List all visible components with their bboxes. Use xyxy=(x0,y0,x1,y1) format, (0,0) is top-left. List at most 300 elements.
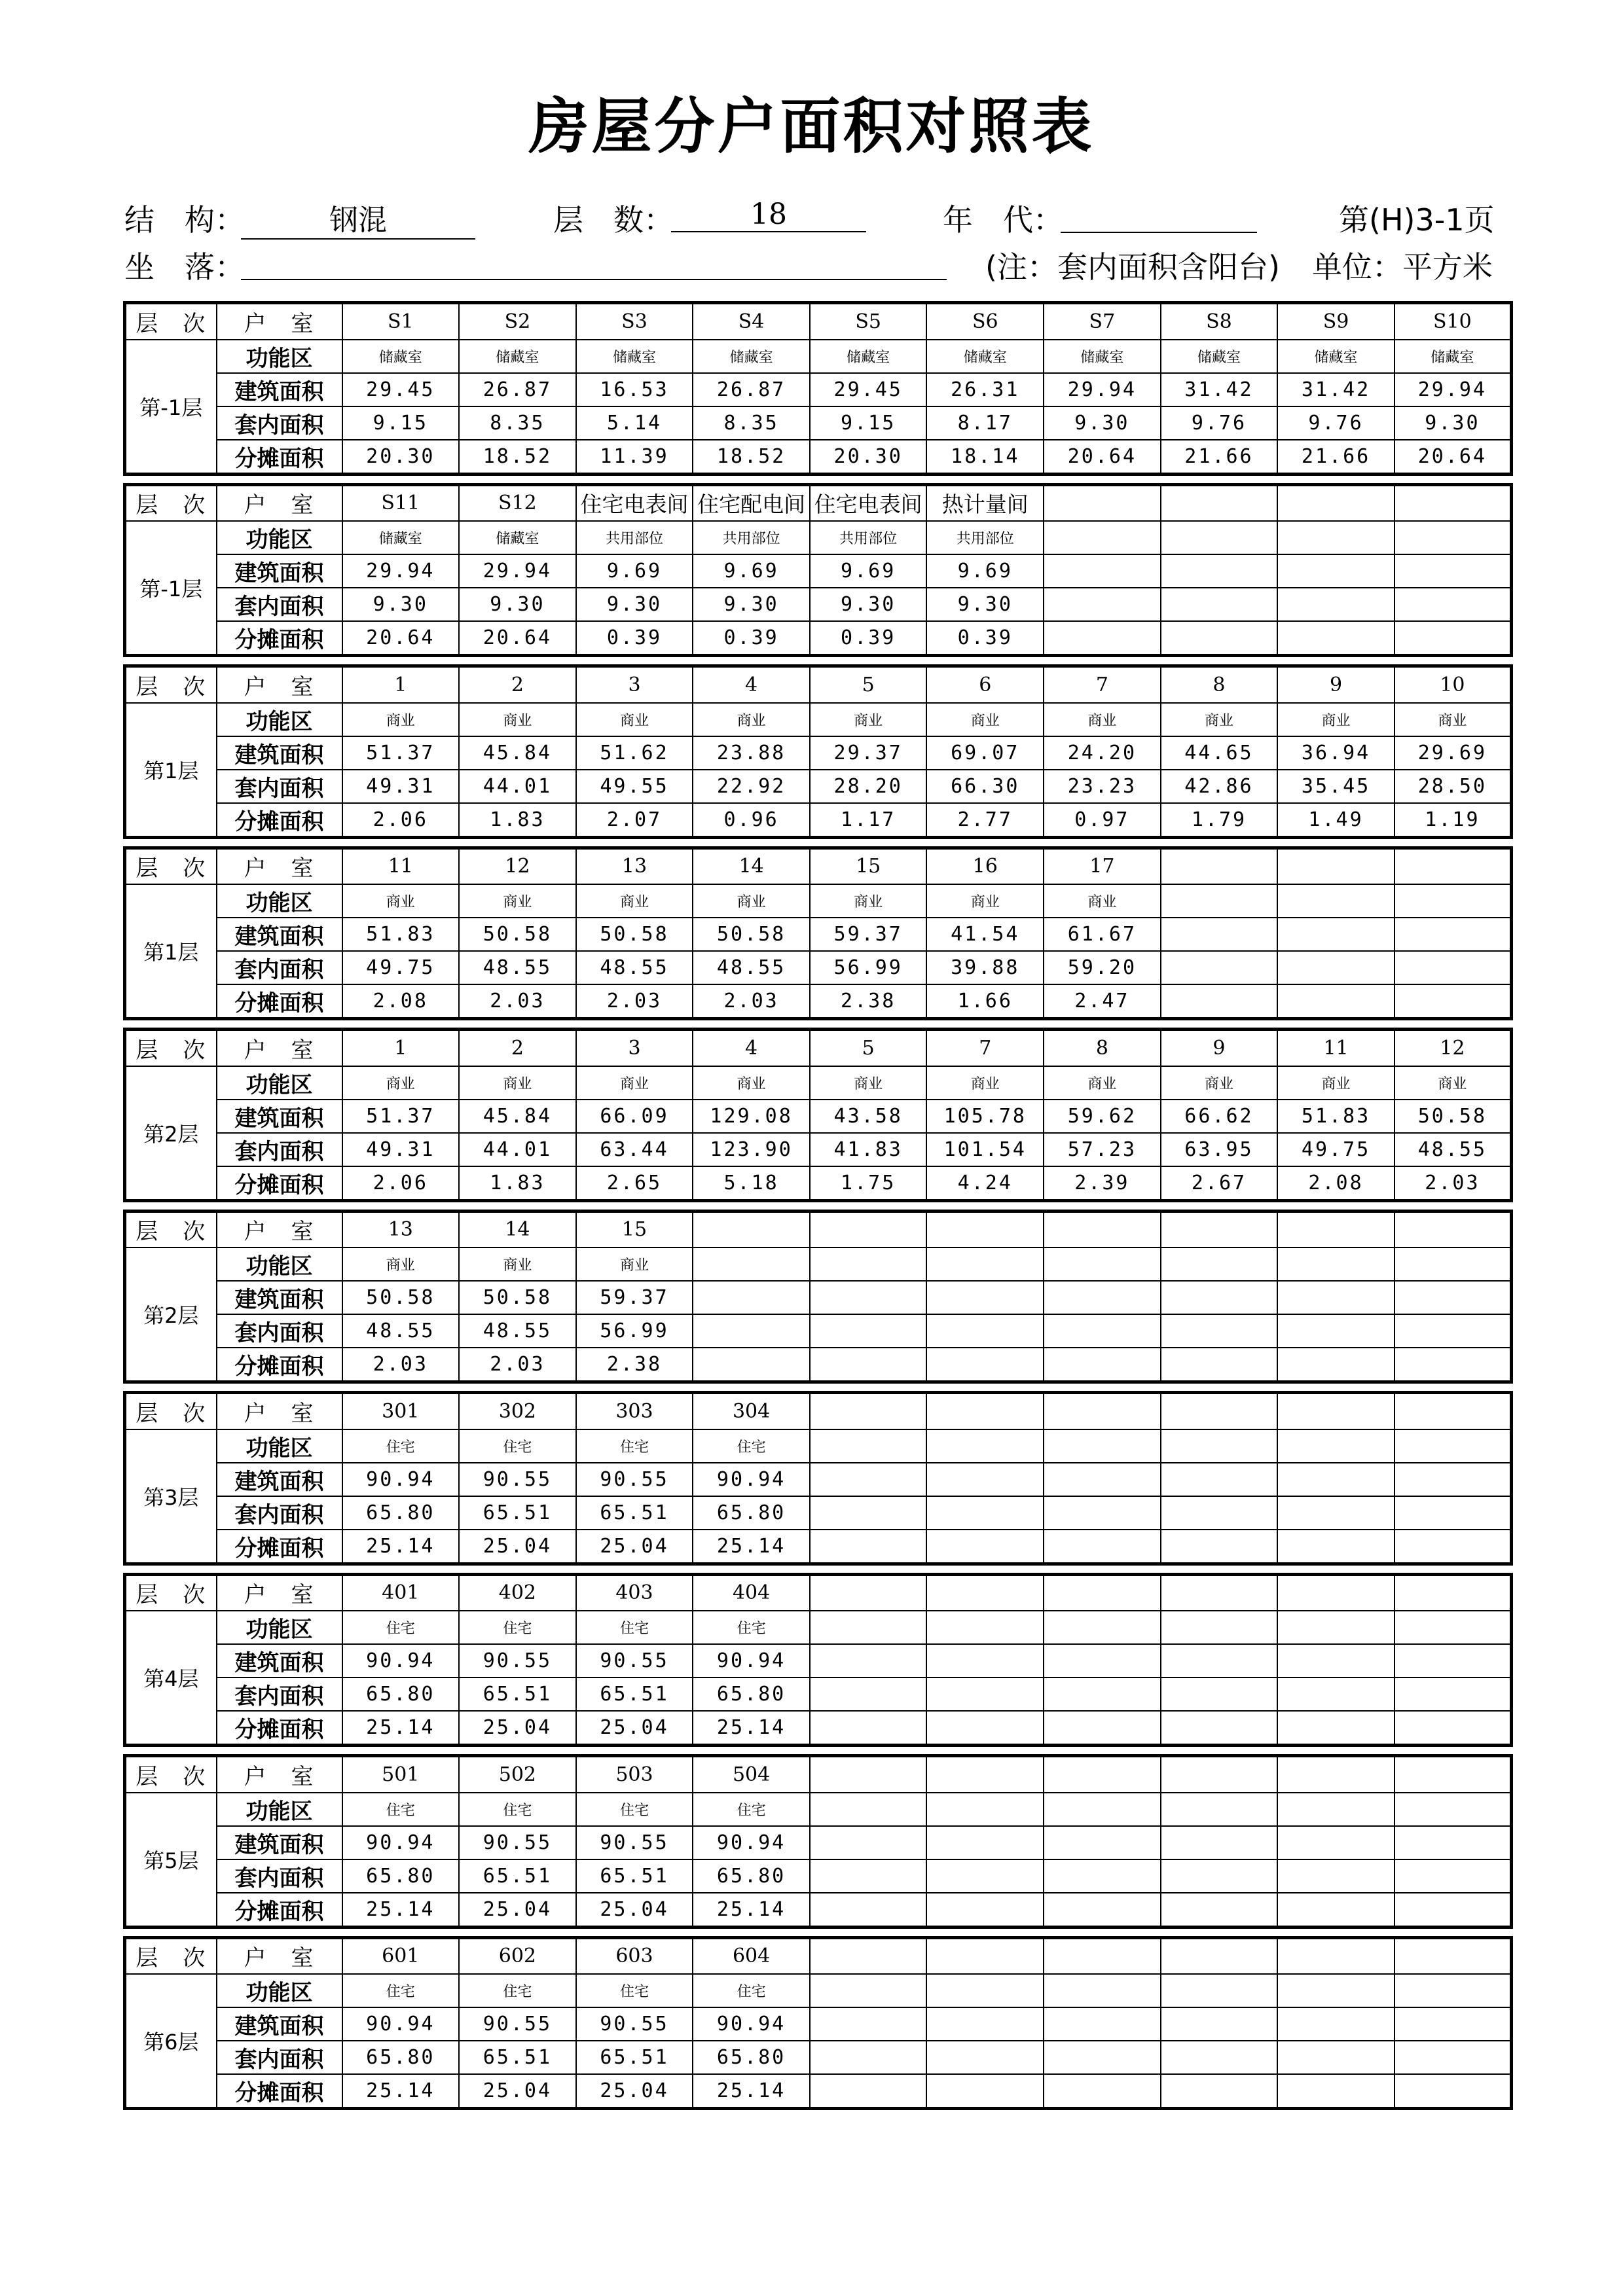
built-area-cell: 51.83 xyxy=(1277,1100,1395,1133)
shared-area-cell: 21.66 xyxy=(1277,440,1395,475)
room-number: 1 xyxy=(342,1030,460,1066)
inner-area-cell: 9.30 xyxy=(693,588,810,621)
function-cell: 住宅 xyxy=(342,1974,460,2007)
shared-area-cell: 2.03 xyxy=(459,984,576,1019)
function-cell: 共用部位 xyxy=(693,521,810,554)
function-cell: 商业 xyxy=(342,884,460,918)
empty-cell xyxy=(1277,1496,1395,1530)
func-row xyxy=(125,703,1512,736)
empty-cell xyxy=(1395,951,1512,984)
room-number: 13 xyxy=(342,1211,460,1247)
built-area-cell: 90.94 xyxy=(693,1826,810,1859)
shared-label: 分摊面积 xyxy=(217,2074,342,2109)
inner-area-cell: 9.30 xyxy=(926,588,1044,621)
empty-cell xyxy=(926,1281,1044,1314)
room-number: 17 xyxy=(1044,848,1161,884)
empty-cell xyxy=(1044,1530,1161,1564)
floor-header-label: 层 次 xyxy=(125,303,217,340)
empty-cell xyxy=(1044,1826,1161,1859)
shared-area-cell: 1.66 xyxy=(926,984,1044,1019)
floor-header-label: 层 次 xyxy=(125,1574,217,1611)
room-number: 14 xyxy=(693,848,810,884)
built-label: 建筑面积 xyxy=(217,1463,342,1496)
function-cell: 住宅 xyxy=(693,1974,810,2007)
shared-row xyxy=(125,2074,1512,2109)
empty-cell xyxy=(1161,554,1278,588)
func-label: 功能区 xyxy=(217,1066,342,1100)
inner-row xyxy=(125,951,1512,984)
empty-cell xyxy=(1277,1463,1395,1496)
function-cell: 商业 xyxy=(1277,1066,1395,1100)
shared-area-cell: 1.17 xyxy=(810,803,927,838)
func-row xyxy=(125,521,1512,554)
inner-area-cell: 49.55 xyxy=(576,770,693,803)
room-number: 5 xyxy=(810,666,927,703)
room-number: 9 xyxy=(1161,1030,1278,1066)
empty-cell xyxy=(1161,2074,1278,2109)
room-row xyxy=(125,1030,1512,1066)
room-label: 户 室 xyxy=(217,484,342,521)
room-number: 16 xyxy=(926,848,1044,884)
function-cell: 共用部位 xyxy=(926,521,1044,554)
empty-cell xyxy=(693,1247,810,1281)
empty-cell xyxy=(1161,1247,1278,1281)
shared-label: 分摊面积 xyxy=(217,1893,342,1928)
empty-cell xyxy=(1277,484,1395,521)
inner-area-cell: 49.31 xyxy=(342,770,460,803)
floor-header-label: 层 次 xyxy=(125,484,217,521)
inner-area-cell: 65.80 xyxy=(342,2041,460,2074)
room-number: 15 xyxy=(576,1211,693,1247)
function-cell: 商业 xyxy=(342,1066,460,1100)
inner-area-cell: 49.75 xyxy=(342,951,460,984)
function-cell: 商业 xyxy=(459,1066,576,1100)
shared-area-cell: 0.39 xyxy=(576,621,693,656)
empty-cell xyxy=(1161,1530,1278,1564)
built-label: 建筑面积 xyxy=(217,1644,342,1677)
inner-area-cell: 63.95 xyxy=(1161,1133,1278,1166)
function-cell: 商业 xyxy=(693,1066,810,1100)
room-number: 13 xyxy=(576,848,693,884)
empty-cell xyxy=(1044,1496,1161,1530)
inner-area-cell: 44.01 xyxy=(459,1133,576,1166)
empty-cell xyxy=(1161,1826,1278,1859)
built-area-cell: 9.69 xyxy=(810,554,927,588)
empty-cell xyxy=(1277,1859,1395,1893)
empty-cell xyxy=(1395,1314,1512,1348)
shared-area-cell: 0.39 xyxy=(693,621,810,656)
floor-name: 第6层 xyxy=(125,1974,217,2109)
empty-cell xyxy=(810,2007,927,2041)
empty-cell xyxy=(926,1826,1044,1859)
location-value xyxy=(241,245,947,280)
room-number: 住宅配电间 xyxy=(693,484,810,521)
func-row xyxy=(125,1429,1512,1463)
shared-area-cell: 20.64 xyxy=(1044,440,1161,475)
area-note: (注：套内面积含阳台) xyxy=(985,249,1280,285)
empty-cell xyxy=(926,1574,1044,1611)
empty-cell xyxy=(810,1348,927,1382)
inner-area-cell: 8.17 xyxy=(926,406,1044,440)
empty-cell xyxy=(1161,2041,1278,2074)
built-area-cell: 105.78 xyxy=(926,1100,1044,1133)
room-row xyxy=(125,1574,1512,1611)
room-number: 301 xyxy=(342,1393,460,1429)
shared-area-cell: 2.03 xyxy=(459,1348,576,1382)
func-label: 功能区 xyxy=(217,1793,342,1826)
built-row xyxy=(125,1100,1512,1133)
function-cell: 储藏室 xyxy=(1395,340,1512,373)
func-row xyxy=(125,1793,1512,1826)
inner-area-cell: 9.15 xyxy=(342,406,460,440)
function-cell: 商业 xyxy=(1161,703,1278,736)
room-number: 501 xyxy=(342,1756,460,1793)
shared-area-cell: 2.47 xyxy=(1044,984,1161,1019)
empty-cell xyxy=(926,1429,1044,1463)
room-label: 户 室 xyxy=(217,1756,342,1793)
shared-area-cell: 2.03 xyxy=(693,984,810,1019)
floor-area-table xyxy=(123,1028,1513,1202)
empty-cell xyxy=(1161,1611,1278,1644)
inner-row xyxy=(125,1133,1512,1166)
func-label: 功能区 xyxy=(217,1974,342,2007)
empty-cell xyxy=(1044,1247,1161,1281)
inner-row xyxy=(125,1314,1512,1348)
shared-row xyxy=(125,1348,1512,1382)
function-cell: 商业 xyxy=(1161,1066,1278,1100)
shared-label: 分摊面积 xyxy=(217,621,342,656)
inner-area-cell: 9.15 xyxy=(810,406,927,440)
room-row xyxy=(125,1393,1512,1429)
empty-cell xyxy=(1161,1644,1278,1677)
function-cell: 商业 xyxy=(1044,703,1161,736)
function-cell: 商业 xyxy=(693,703,810,736)
room-number: S11 xyxy=(342,484,460,521)
empty-cell xyxy=(1277,1644,1395,1677)
built-area-cell: 90.94 xyxy=(693,1463,810,1496)
built-area-cell: 90.94 xyxy=(342,1463,460,1496)
empty-cell xyxy=(693,1281,810,1314)
inner-row xyxy=(125,1496,1512,1530)
location-label: 坐 落： xyxy=(124,249,245,285)
empty-cell xyxy=(810,1974,927,2007)
empty-cell xyxy=(1044,1574,1161,1611)
inner-area-cell: 123.90 xyxy=(693,1133,810,1166)
empty-cell xyxy=(1161,621,1278,656)
function-cell: 商业 xyxy=(810,703,927,736)
shared-row xyxy=(125,803,1512,838)
empty-cell xyxy=(1277,1348,1395,1382)
shared-area-cell: 0.39 xyxy=(926,621,1044,656)
function-cell: 商业 xyxy=(576,703,693,736)
empty-cell xyxy=(926,1937,1044,1974)
empty-cell xyxy=(1277,1677,1395,1711)
shared-label: 分摊面积 xyxy=(217,984,342,1019)
structure-label: 结 构： xyxy=(124,202,245,238)
built-area-cell: 29.94 xyxy=(1395,373,1512,406)
floors-value: 18 xyxy=(671,198,866,232)
room-number: 303 xyxy=(576,1393,693,1429)
inner-area-cell: 65.80 xyxy=(342,1496,460,1530)
built-area-cell: 24.20 xyxy=(1044,736,1161,770)
empty-cell xyxy=(810,1393,927,1429)
floor-area-table xyxy=(123,846,1513,1021)
empty-cell xyxy=(810,1574,927,1611)
empty-cell xyxy=(1161,1677,1278,1711)
empty-cell xyxy=(1277,1756,1395,1793)
floor-header-label: 层 次 xyxy=(125,1937,217,1974)
built-area-cell: 9.69 xyxy=(926,554,1044,588)
shared-area-cell: 2.38 xyxy=(810,984,927,1019)
empty-cell xyxy=(1395,1859,1512,1893)
function-cell: 商业 xyxy=(342,1247,460,1281)
inner-area-cell: 66.30 xyxy=(926,770,1044,803)
inner-area-cell: 56.99 xyxy=(576,1314,693,1348)
inner-label: 套内面积 xyxy=(217,1677,342,1711)
shared-area-cell: 1.83 xyxy=(459,803,576,838)
function-cell: 储藏室 xyxy=(810,340,927,373)
built-area-cell: 29.94 xyxy=(1044,373,1161,406)
floor-area-table xyxy=(123,483,1513,658)
built-label: 建筑面积 xyxy=(217,373,342,406)
empty-cell xyxy=(1277,1893,1395,1928)
empty-cell xyxy=(1161,1463,1278,1496)
empty-cell xyxy=(1161,1893,1278,1928)
inner-area-cell: 59.20 xyxy=(1044,951,1161,984)
built-area-cell: 43.58 xyxy=(810,1100,927,1133)
empty-cell xyxy=(1277,951,1395,984)
empty-cell xyxy=(1395,1611,1512,1644)
built-row xyxy=(125,2007,1512,2041)
empty-cell xyxy=(1395,588,1512,621)
empty-cell xyxy=(926,2007,1044,2041)
shared-area-cell: 25.04 xyxy=(576,2074,693,2109)
empty-cell xyxy=(1395,1574,1512,1611)
inner-area-cell: 22.92 xyxy=(693,770,810,803)
built-area-cell: 29.94 xyxy=(342,554,460,588)
empty-cell xyxy=(926,1711,1044,1746)
empty-cell xyxy=(810,1611,927,1644)
empty-cell xyxy=(810,1756,927,1793)
empty-cell xyxy=(1277,1393,1395,1429)
built-area-cell: 90.55 xyxy=(576,1644,693,1677)
shared-area-cell: 25.14 xyxy=(693,1893,810,1928)
built-area-cell: 16.53 xyxy=(576,373,693,406)
function-cell: 共用部位 xyxy=(576,521,693,554)
empty-cell xyxy=(1044,2007,1161,2041)
room-label: 户 室 xyxy=(217,666,342,703)
floor-area-table xyxy=(123,1391,1513,1566)
shared-row xyxy=(125,1166,1512,1201)
room-number: 住宅电表间 xyxy=(576,484,693,521)
shared-area-cell: 0.96 xyxy=(693,803,810,838)
room-number: 402 xyxy=(459,1574,576,1611)
shared-area-cell: 20.64 xyxy=(459,621,576,656)
empty-cell xyxy=(1395,1711,1512,1746)
inner-area-cell: 9.30 xyxy=(459,588,576,621)
empty-cell xyxy=(1044,588,1161,621)
empty-cell xyxy=(1277,1793,1395,1826)
shared-area-cell: 1.75 xyxy=(810,1166,927,1201)
built-area-cell: 90.55 xyxy=(459,1463,576,1496)
inner-area-cell: 41.83 xyxy=(810,1133,927,1166)
empty-cell xyxy=(1044,1793,1161,1826)
room-number: 热计量间 xyxy=(926,484,1044,521)
shared-label: 分摊面积 xyxy=(217,440,342,475)
room-number: 1 xyxy=(342,666,460,703)
shared-label: 分摊面积 xyxy=(217,803,342,838)
empty-cell xyxy=(1277,621,1395,656)
empty-cell xyxy=(1395,1530,1512,1564)
empty-cell xyxy=(1044,1393,1161,1429)
shared-area-cell: 25.04 xyxy=(459,1893,576,1928)
shared-area-cell: 2.06 xyxy=(342,1166,460,1201)
empty-cell xyxy=(1161,918,1278,951)
built-label: 建筑面积 xyxy=(217,1826,342,1859)
built-area-cell: 129.08 xyxy=(693,1100,810,1133)
function-cell: 商业 xyxy=(459,884,576,918)
built-row xyxy=(125,1463,1512,1496)
room-number: 3 xyxy=(576,1030,693,1066)
empty-cell xyxy=(810,1247,927,1281)
shared-area-cell: 25.14 xyxy=(693,1711,810,1746)
empty-cell xyxy=(1277,2074,1395,2109)
built-label: 建筑面积 xyxy=(217,918,342,951)
empty-cell xyxy=(810,1496,927,1530)
empty-cell xyxy=(1395,1756,1512,1793)
room-row xyxy=(125,1756,1512,1793)
inner-area-cell: 23.23 xyxy=(1044,770,1161,803)
inner-area-cell: 9.30 xyxy=(1044,406,1161,440)
empty-cell xyxy=(1277,2041,1395,2074)
floor-name: 第4层 xyxy=(125,1611,217,1746)
built-area-cell: 59.62 xyxy=(1044,1100,1161,1133)
empty-cell xyxy=(1395,554,1512,588)
inner-area-cell: 48.55 xyxy=(576,951,693,984)
shared-area-cell: 25.04 xyxy=(576,1530,693,1564)
empty-cell xyxy=(1277,1281,1395,1314)
shared-row xyxy=(125,1530,1512,1564)
room-number: 504 xyxy=(693,1756,810,1793)
empty-cell xyxy=(1395,2041,1512,2074)
empty-cell xyxy=(1277,984,1395,1019)
empty-cell xyxy=(810,1826,927,1859)
room-label: 户 室 xyxy=(217,1393,342,1429)
built-area-cell: 90.94 xyxy=(693,2007,810,2041)
empty-cell xyxy=(1395,1974,1512,2007)
room-label: 户 室 xyxy=(217,1574,342,1611)
inner-label: 套内面积 xyxy=(217,1314,342,1348)
empty-cell xyxy=(1277,918,1395,951)
empty-cell xyxy=(1044,1211,1161,1247)
room-number: 7 xyxy=(926,1030,1044,1066)
function-cell: 住宅 xyxy=(693,1611,810,1644)
room-number: S6 xyxy=(926,303,1044,340)
function-cell: 储藏室 xyxy=(459,521,576,554)
built-area-cell: 90.94 xyxy=(342,1826,460,1859)
empty-cell xyxy=(1395,621,1512,656)
built-area-cell: 29.94 xyxy=(459,554,576,588)
inner-area-cell: 65.51 xyxy=(459,1859,576,1893)
built-area-cell: 26.87 xyxy=(459,373,576,406)
built-area-cell: 59.37 xyxy=(576,1281,693,1314)
empty-cell xyxy=(810,1530,927,1564)
inner-label: 套内面积 xyxy=(217,588,342,621)
empty-cell xyxy=(926,1530,1044,1564)
inner-area-cell: 42.86 xyxy=(1161,770,1278,803)
room-label: 户 室 xyxy=(217,1030,342,1066)
room-number: 302 xyxy=(459,1393,576,1429)
function-cell: 商业 xyxy=(459,703,576,736)
shared-area-cell: 2.77 xyxy=(926,803,1044,838)
inner-area-cell: 48.55 xyxy=(342,1314,460,1348)
built-area-cell: 29.37 xyxy=(810,736,927,770)
built-label: 建筑面积 xyxy=(217,1281,342,1314)
inner-area-cell: 9.30 xyxy=(810,588,927,621)
built-area-cell: 51.37 xyxy=(342,1100,460,1133)
function-cell: 住宅 xyxy=(693,1429,810,1463)
inner-area-cell: 65.51 xyxy=(576,2041,693,2074)
year-label: 年 代： xyxy=(943,202,1063,238)
built-area-cell: 45.84 xyxy=(459,1100,576,1133)
empty-cell xyxy=(1161,1756,1278,1793)
built-area-cell: 50.58 xyxy=(342,1281,460,1314)
function-cell: 住宅 xyxy=(576,1793,693,1826)
shared-area-cell: 1.83 xyxy=(459,1166,576,1201)
floor-name: 第2层 xyxy=(125,1066,217,1201)
empty-cell xyxy=(1161,1574,1278,1611)
empty-cell xyxy=(1044,1859,1161,1893)
shared-row xyxy=(125,440,1512,475)
func-label: 功能区 xyxy=(217,340,342,373)
empty-cell xyxy=(1277,848,1395,884)
floor-header-label: 层 次 xyxy=(125,1756,217,1793)
inner-area-cell: 65.80 xyxy=(693,1859,810,1893)
room-number: 8 xyxy=(1161,666,1278,703)
inner-area-cell: 8.35 xyxy=(459,406,576,440)
empty-cell xyxy=(1395,1348,1512,1382)
empty-cell xyxy=(1277,1711,1395,1746)
shared-area-cell: 20.30 xyxy=(810,440,927,475)
function-cell: 住宅 xyxy=(459,1793,576,1826)
empty-cell xyxy=(1161,1211,1278,1247)
empty-cell xyxy=(926,1677,1044,1711)
empty-cell xyxy=(926,1314,1044,1348)
shared-area-cell: 5.18 xyxy=(693,1166,810,1201)
func-row xyxy=(125,1066,1512,1100)
inner-area-cell: 9.76 xyxy=(1277,406,1395,440)
empty-cell xyxy=(1044,1974,1161,2007)
empty-cell xyxy=(926,1793,1044,1826)
built-area-cell: 44.65 xyxy=(1161,736,1278,770)
empty-cell xyxy=(1395,1429,1512,1463)
empty-cell xyxy=(926,1247,1044,1281)
empty-cell xyxy=(1161,1281,1278,1314)
shared-area-cell: 25.14 xyxy=(342,1893,460,1928)
empty-cell xyxy=(926,1393,1044,1429)
shared-area-cell: 2.03 xyxy=(342,1348,460,1382)
built-area-cell: 51.83 xyxy=(342,918,460,951)
built-area-cell: 90.55 xyxy=(459,1826,576,1859)
empty-cell xyxy=(1044,1677,1161,1711)
structure-value: 钢混 xyxy=(241,196,475,240)
empty-cell xyxy=(926,2041,1044,2074)
empty-cell xyxy=(1395,918,1512,951)
built-area-cell: 59.37 xyxy=(810,918,927,951)
inner-area-cell: 56.99 xyxy=(810,951,927,984)
shared-row xyxy=(125,1893,1512,1928)
floor-name: 第1层 xyxy=(125,703,217,838)
